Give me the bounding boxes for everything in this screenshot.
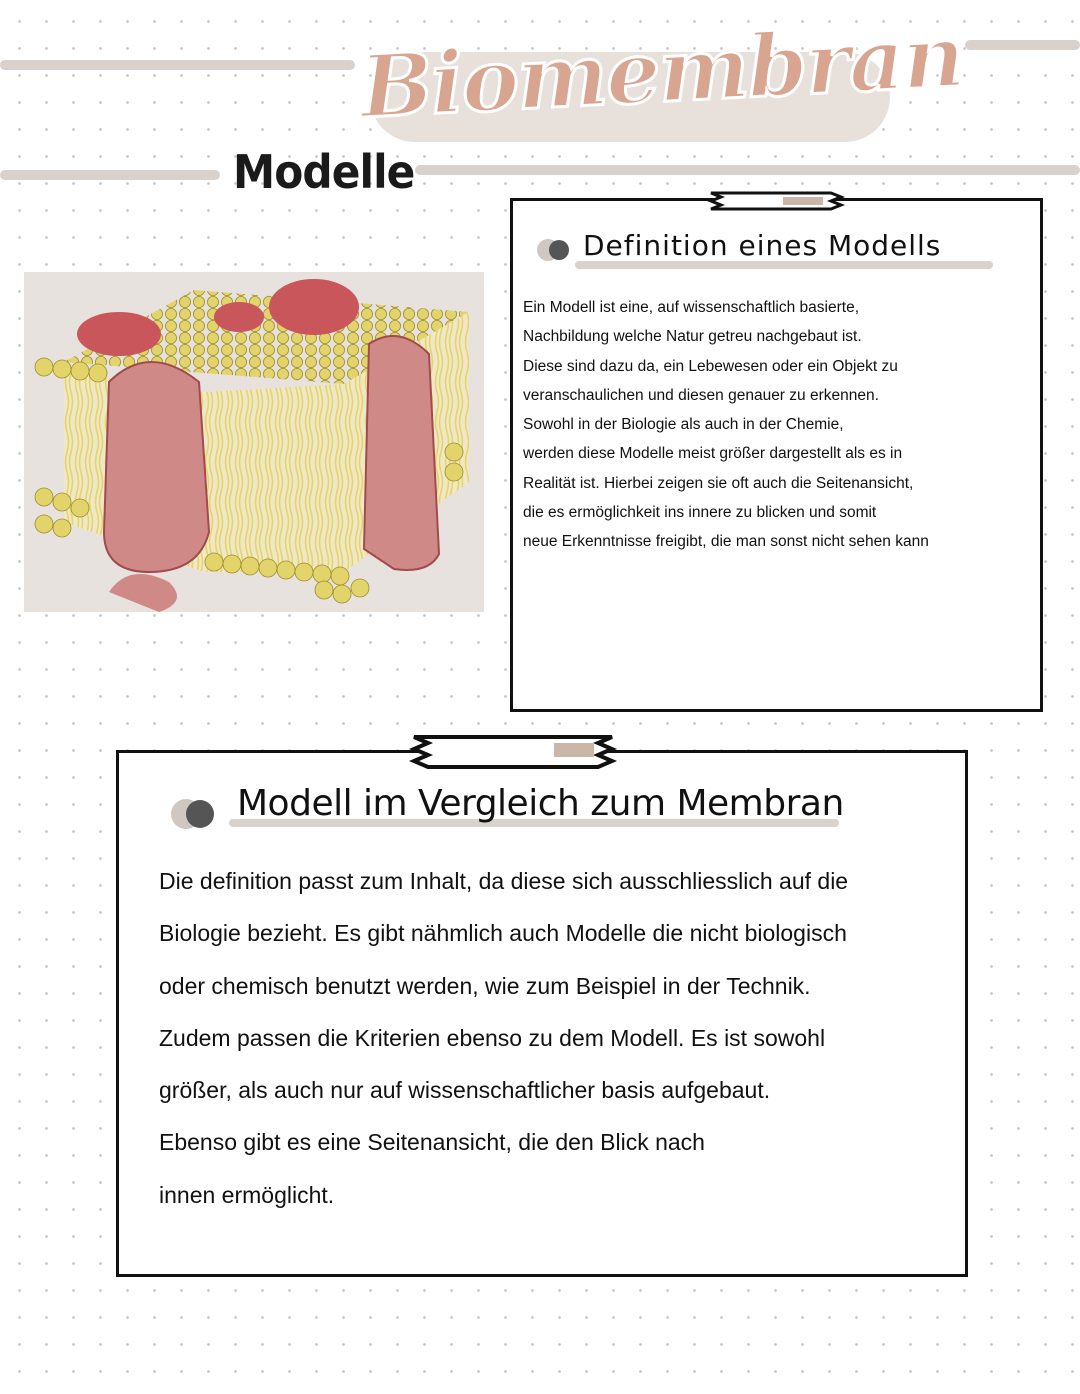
comparison-text: [159, 855, 959, 1221]
comparison-line: Die definition passt zum Inhalt, da diese sich ausschliesslich auf die: [159, 868, 849, 894]
definition-line: die es ermöglichkeit ins innere zu blicken und somit: [523, 504, 877, 522]
bullet-dot-icon: [535, 237, 575, 263]
header-line-left: [0, 60, 355, 70]
membrane-model-figure: [24, 272, 484, 612]
comparison-title: Modell im Vergleich zum Membran: [237, 783, 844, 824]
definition-line: Sowohl in der Biologie als auch in der Chemie,: [523, 416, 844, 434]
tape-decoration-icon: [404, 731, 624, 773]
comparison-line: Ebenso gibt es eine Seitenansicht, die den Blick nach: [159, 1129, 705, 1156]
section-heading: Modelle: [233, 145, 415, 199]
definition-title-underline: [575, 261, 993, 269]
bullet-dot-icon: [169, 797, 219, 831]
definition-box: [510, 198, 1043, 712]
definition-text: [523, 293, 1033, 557]
membrane-model-illustration: [24, 272, 484, 612]
comparison-line: oder chemisch benutzt werden, wie zum Beispiel in der Technik.: [159, 972, 811, 999]
definition-line: Diese sind dazu da, ein Lebewesen oder ein Objekt zu: [523, 357, 898, 375]
comparison-line: Zudem passen die Kriterien ebenso zu dem Modell. Es ist sowohl: [159, 1024, 826, 1051]
subtitle-line-left: [0, 170, 220, 180]
definition-line: werden diese Modelle meist größer dargestellt als es in: [523, 445, 903, 463]
page-title: Biomembran: [357, 5, 966, 139]
page-title-block: [357, 5, 966, 142]
definition-line: Realität ist. Hierbei zeigen sie oft auch die Seitenansicht,: [523, 474, 914, 492]
comparison-line: Biologie bezieht. Es gibt nähmlich auch Modelle die nicht biologisch: [159, 920, 847, 947]
definition-title: Definition eines Modells: [583, 229, 942, 262]
definition-line: Ein Modell ist eine, auf wissenschaftlich basierte,: [523, 299, 859, 316]
definition-line: Nachbildung welche Natur getreu nachgebaut ist.: [523, 328, 862, 346]
tape-decoration-icon: [703, 189, 853, 215]
header-line-right: [965, 40, 1080, 50]
comparison-line: größer, als auch nur auf wissenschaftlicher basis aufgebaut.: [159, 1077, 771, 1104]
comparison-line: innen ermöglicht.: [159, 1181, 335, 1208]
definition-line: veranschaulichen und diesen genauer zu erkennen.: [523, 386, 879, 404]
comparison-box: [116, 750, 968, 1277]
subtitle-line-right: [415, 165, 1080, 175]
definition-line: neue Erkenntnisse freigibt, die man sonst nicht sehen kann: [523, 533, 929, 551]
